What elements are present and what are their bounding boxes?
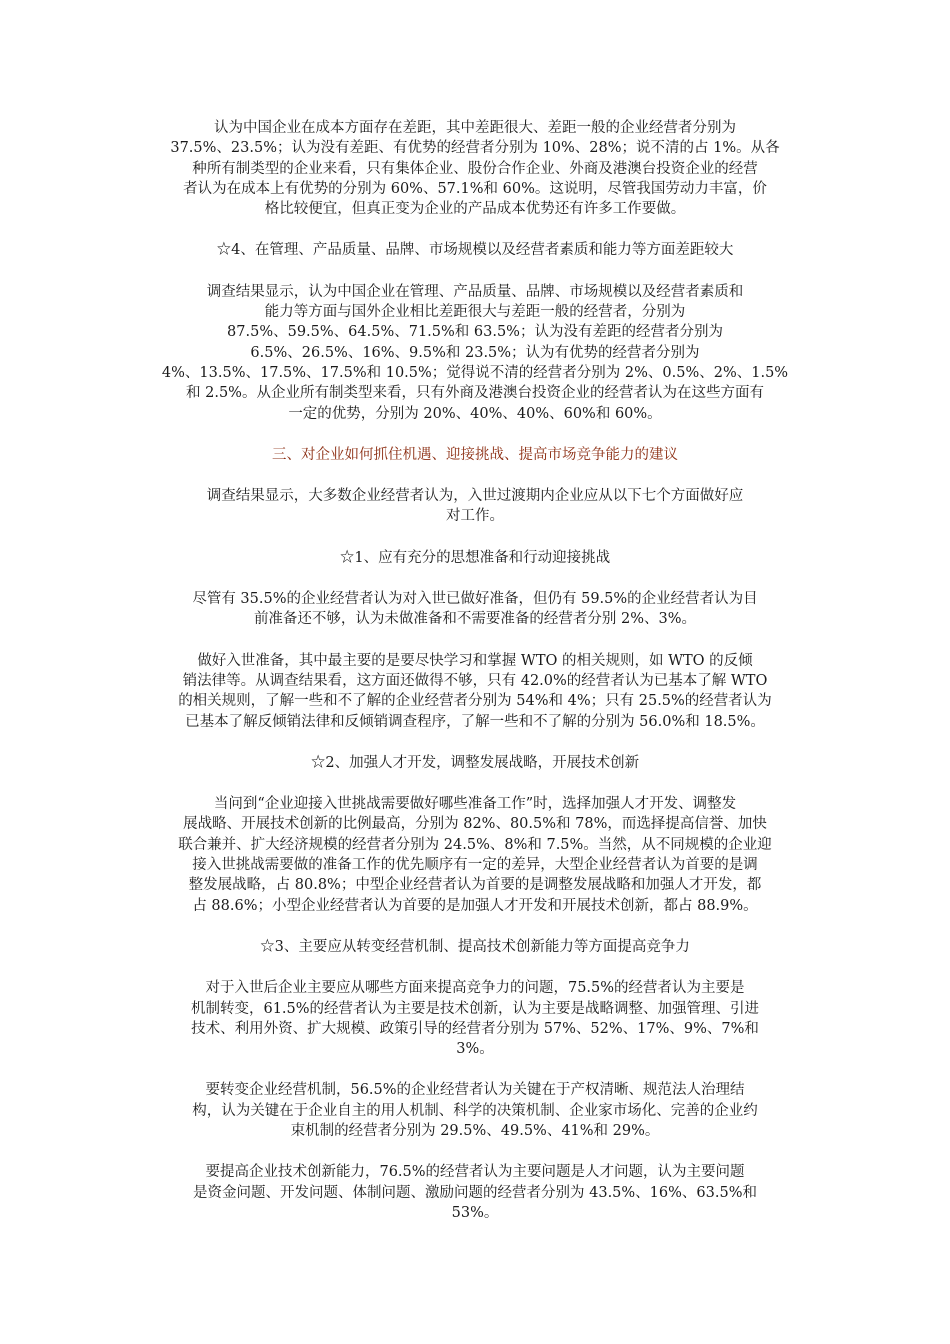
text-line: 37.5%、23.5%；认为没有差距、有优势的经营者分别为 10%、28%；说不清的占 1%。从各 [170, 140, 780, 157]
paragraph-competitiveness [140, 978, 810, 1059]
text-line: 要转变企业经营机制，56.5%的企业经营者认为关键在于产权清晰、规范法人治理结 [205, 1082, 745, 1099]
text-line: 是资金问题、开发问题、体制问题、激励问题的经营者分别为 43.5%、16%、63.5%和 [193, 1184, 757, 1201]
text-line: 束机制的经营者分别为 29.5%、49.5%、41%和 29%。 [290, 1122, 660, 1139]
section-title-3: 三、对企业如何抓住机遇、迎接挑战、提高市场竞争能力的建议 [272, 446, 678, 463]
text-line: 和 2.5%。从企业所有制类型来看，只有外商及港澳台投资企业的经营者认为在这些方面有 [186, 385, 764, 402]
text-line: 构，认为关键在于企业自主的用人机制、科学的决策机制、企业家市场化、完善的企业约 [192, 1102, 758, 1119]
text-line: 做好入世准备，其中最主要的是要尽快学习和掌握 WTO 的相关规则，如 WTO 的反倾 [197, 652, 753, 669]
paragraph-innovation [140, 1162, 810, 1223]
text-line: 87.5%、59.5%、64.5%、71.5%和 63.5%；认为没有差距的经营者分别为 [227, 324, 723, 341]
text-line: 3%。 [456, 1041, 494, 1058]
document-body [140, 118, 810, 1223]
text-line: 当问到“企业迎接入世挑战需要做好哪些准备工作”时，选择加强人才开发、调整发 [213, 796, 737, 813]
paragraph-survey-intro [140, 486, 810, 527]
text-line: 6.5%、26.5%、16%、9.5%和 23.5%；认为有优势的经营者分别为 [250, 344, 700, 361]
text-line: 要提高企业技术创新能力，76.5%的经营者认为主要问题是人才问题，认为主要问题 [205, 1164, 745, 1181]
text-line: 能力等方面与国外企业相比差距很大与差距一般的经营者，分别为 [264, 304, 686, 321]
paragraph-cost-gap [140, 118, 810, 219]
subheading-4: ☆4、在管理、产品质量、品牌、市场规模以及经营者素质和能力等方面差距较大 [216, 242, 734, 259]
text-line: 接入世挑战需要做的准备工作的优先顺序有一定的差异，大型企业经营者认为首要的是调 [192, 857, 758, 874]
text-line: 的相关规则，了解一些和不了解的企业经营者分别为 54%和 4%；只有 25.5%的经营者认为 [178, 693, 772, 710]
text-line: 调查结果显示，大多数企业经营者认为，入世过渡期内企业应从以下七个方面做好应 [206, 488, 744, 505]
text-line: 种所有制类型的企业来看，只有集体企业、股份合作企业、外商及港澳台投资企业的经营 [192, 160, 758, 177]
text-line: 一定的优势，分别为 20%、40%、40%、60%和 60%。 [288, 405, 662, 422]
text-line: 联合兼并、扩大经济规模的经营者分别为 24.5%、8%和 7.5%。当然，从不同规模的企业迎 [178, 836, 772, 853]
text-line: 对工作。 [446, 508, 504, 525]
text-line: 技术、利用外资、扩大规模、政策引导的经营者分别为 57%、52%、17%、9%、7%和 [191, 1020, 759, 1037]
text-line: 53%。 [451, 1204, 499, 1221]
paragraph-wto-rules [140, 651, 810, 732]
text-line: 销法律等。从调查结果看，这方面还做得不够，只有 42.0%的经营者认为已基本了解 WTO [182, 672, 768, 689]
text-line: 整发展战略，占 80.8%；中型企业经营者认为首要的是调整发展战略和加强人才开发，都 [188, 877, 762, 894]
text-line: 前准备还不够，认为未做准备和不需要准备的经营者分别 2%、3%。 [253, 611, 697, 628]
paragraph-operating-mechanism [140, 1080, 810, 1141]
text-line: 4%、13.5%、17.5%、17.5%和 10.5%；觉得说不清的经营者分别为 2%、0.5%、2%、1.5% [161, 364, 789, 381]
paragraph-talent-strategy [140, 794, 810, 916]
text-line: 调查结果显示，认为中国企业在管理、产品质量、品牌、市场规模以及经营者素质和 [206, 283, 744, 300]
text-line: 尽管有 35.5%的企业经营者认为对入世已做好准备，但仍有 59.5%的企业经营者认为目 [192, 591, 758, 608]
subheading-2: ☆2、加强人才开发，调整发展战略，开展技术创新 [310, 754, 640, 771]
paragraph-management-gap [140, 282, 810, 424]
subheading-3: ☆3、主要应从转变经营机制、提高技术创新能力等方面提高竞争力 [260, 938, 690, 955]
text-line: 认为中国企业在成本方面存在差距，其中差距很大、差距一般的企业经营者分别为 [214, 120, 736, 136]
text-line: 对于入世后企业主要应从哪些方面来提高竞争力的问题，75.5%的经营者认为主要是 [205, 980, 745, 997]
text-line: 已基本了解反倾销法律和反倾销调查程序，了解一些和不了解的分别为 56.0%和 18.5%。 [185, 713, 765, 730]
subheading-1: ☆1、应有充分的思想准备和行动迎接挑战 [339, 549, 611, 566]
text-line: 占 88.6%；小型企业经营者认为首要的是加强人才开发和开展技术创新，都占 88.9%。 [192, 897, 758, 914]
text-line: 格比较便宜，但真正变为企业的产品成本优势还有许多工作要做。 [264, 201, 686, 218]
text-line: 展战略、开展技术创新的比例最高，分别为 82%、80.5%和 78%，而选择提高信誉、加快 [183, 816, 767, 833]
paragraph-preparation [140, 589, 810, 630]
text-line: 者认为在成本上有优势的分别为 60%、57.1%和 60%。这说明，尽管我国劳动力丰富，价 [183, 180, 767, 197]
text-line: 机制转变，61.5%的经营者认为主要是技术创新，认为主要是战略调整、加强管理、引进 [190, 1000, 760, 1017]
